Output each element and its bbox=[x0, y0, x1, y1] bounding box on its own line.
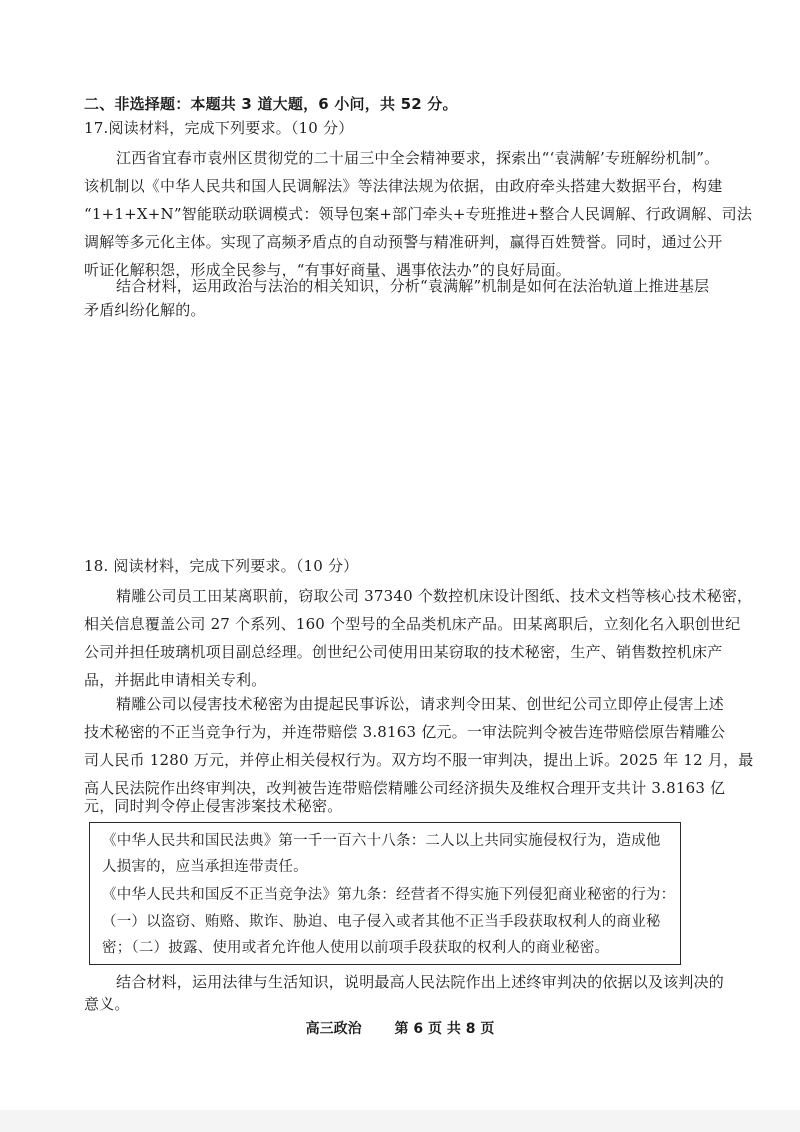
law-box-line: 人损害的，应当承担连带责任。 bbox=[102, 859, 308, 875]
q18-title: 18. 阅读材料，完成下列要求。（10 分） bbox=[84, 557, 359, 575]
q17-material-line: “1+1+X+N”智能联动联调模式：领导包案+部门牵头+专班推进+整合人民调解、行政调解、司法 bbox=[84, 205, 753, 223]
footer-subject: 高三政治 bbox=[305, 1021, 362, 1037]
law-excerpt-box bbox=[89, 822, 681, 965]
law-box-line: 《中华人民共和国反不正当竞争法》第九条：经营者不得实施下列侵犯商业秘密的行为： bbox=[102, 887, 676, 903]
q17-prompt-line: 结合材料，运用政治与法治的相关知识，分析“袁满解”机制是如何在法治轨道上推进基层 bbox=[116, 277, 710, 295]
q18-prompt-line: 意义。 bbox=[84, 995, 130, 1013]
law-box-line: 密；（二）披露、使用或者允许他人使用以前项手段获取的权利人的商业秘密。 bbox=[102, 940, 610, 956]
q18-paragraph1-line: 公司并担任玻璃机项目副总经理。创世纪公司使用田某窃取的技术秘密，生产、销售数控机床产 bbox=[84, 643, 723, 661]
q18-paragraph2-line: 精雕公司以侵害技术秘密为由提起民事诉讼，请求判令田某、创世纪公司立即停止侵害上述 bbox=[116, 695, 725, 713]
law-box-line: 《中华人民共和国民法典》第一千一百六十八条：二人以上共同实施侵权行为，造成他 bbox=[102, 833, 661, 849]
q17-material-line: 该机制以《中华人民共和国人民调解法》等法律法规为依据，由政府牵头搭建大数据平台，构建 bbox=[84, 177, 723, 195]
q18-paragraph2-line: 高人民法院作出终审判决，改判被告连带赔偿精雕公司经济损失及维权合理开支共计 3.8163 亿 bbox=[84, 779, 726, 797]
q18-paragraph2-line: 司人民币 1280 万元，并停止相关侵权行为。双方均不服一审判决，提出上诉。2025 年 12 月，最 bbox=[84, 751, 754, 769]
law-box-line: （一）以盗窃、贿赂、欺诈、胁迫、电子侵入或者其他不正当手段获取权利人的商业秘 bbox=[102, 914, 661, 930]
q17-prompt-line: 矛盾纠纷化解的。 bbox=[84, 301, 206, 319]
q18-paragraph1-line: 精雕公司员工田某离职前，窃取公司 37340 个数控机床设计图纸、技术文档等核心技术秘密， bbox=[116, 587, 753, 605]
q18-paragraph2-line: 元，同时判令停止侵害涉案技术秘密。 bbox=[84, 797, 343, 815]
q17-material-line: 听证化解积怨，形成全民参与，“有事好商量、遇事依法办”的良好局面。 bbox=[84, 261, 571, 279]
q17-title: 17.阅读材料，完成下列要求。（10 分） bbox=[84, 119, 354, 137]
q17-material-line: 江西省宜春市袁州区贯彻党的二十届三中全会精神要求，探索出“‘袁满解’专班解纷机制”。 bbox=[116, 149, 720, 167]
section-heading: 二、非选择题：本题共 3 道大题，6 小问，共 52 分。 bbox=[84, 95, 458, 113]
q18-paragraph1-line: 相关信息覆盖公司 27 个系列、160 个型号的全品类机床产品。田某离职后，立刻化名入职创世纪 bbox=[84, 615, 741, 633]
q18-paragraph1-line: 品，并据此申请相关专利。 bbox=[84, 671, 267, 689]
footer-page-indicator: 第 6 页 共 8 页 bbox=[394, 1021, 495, 1037]
q18-prompt-line: 结合材料，运用法律与生活知识，说明最高人民法院作出上述终审判决的依据以及该判决的 bbox=[116, 973, 725, 991]
page-footer bbox=[0, 1018, 800, 1038]
page-bottom-band bbox=[0, 1110, 800, 1132]
q18-paragraph2-line: 技术秘密的不正当竞争行为，并连带赔偿 3.8163 亿元。一审法院判令被告连带赔偿原告精雕公 bbox=[84, 723, 726, 741]
q17-material-line: 调解等多元化主体。实现了高频矛盾点的自动预警与精准研判，赢得百姓赞誉。同时，通过公开 bbox=[84, 233, 723, 251]
